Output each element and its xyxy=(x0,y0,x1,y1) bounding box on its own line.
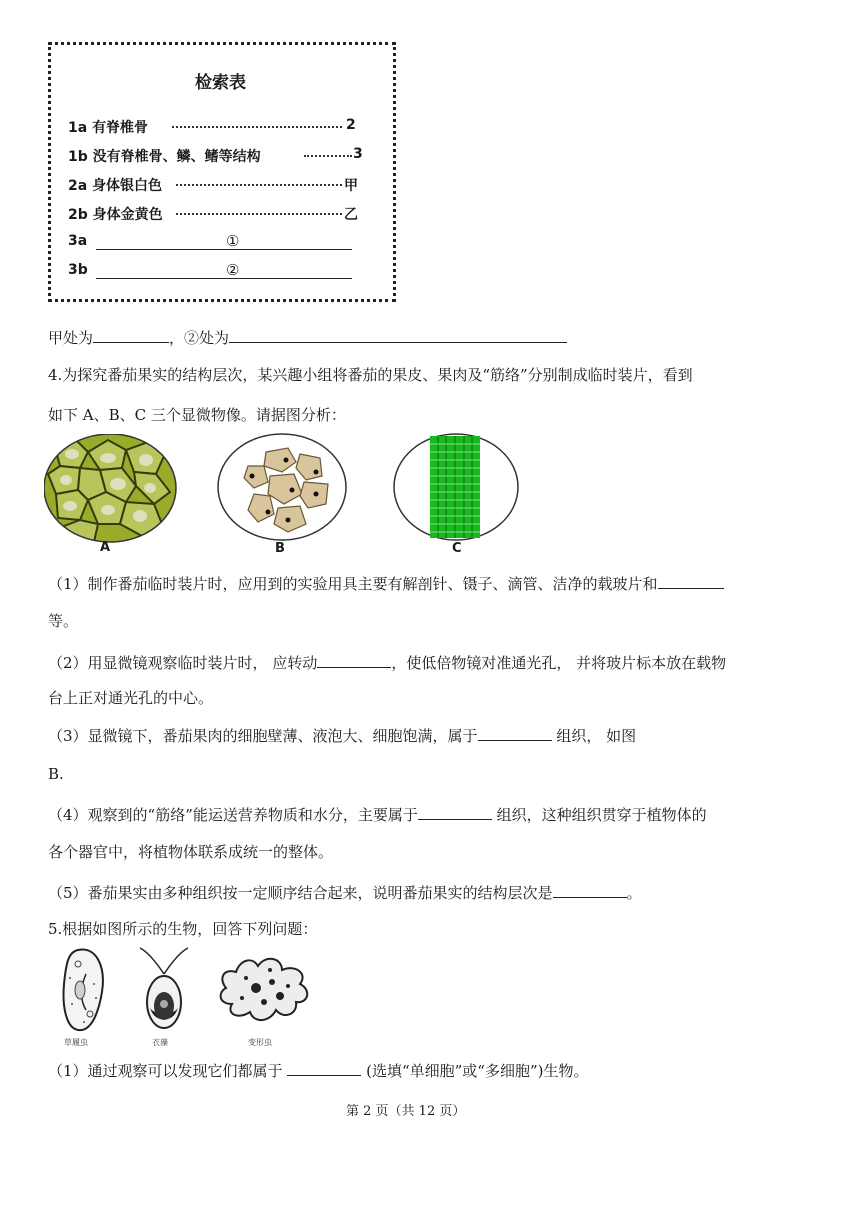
q4-s3-line1 xyxy=(48,724,636,747)
key-row-1a-end: 2 xyxy=(346,117,356,133)
q4-s2-line2: 台上正对通光孔的中心。 xyxy=(48,689,214,707)
q4-s2-text-pre: （2）用显微镜观察临时装片时， 应转动 xyxy=(48,654,318,672)
q4-s2-text-post: ，使低倍物镜对准通光孔， 并将玻片标本放在载物 xyxy=(391,654,727,672)
key-row-1a: 1a 有脊椎骨 xyxy=(68,120,149,136)
chlamydomonas-illustration xyxy=(134,944,194,1036)
micrograph-b-label: B xyxy=(275,541,285,556)
key-row-3b-mark: ② xyxy=(226,261,240,279)
q4-intro-line2: 如下 A、B、C 三个显微物像。请据图分析： xyxy=(48,406,346,424)
q4-s4-blank[interactable] xyxy=(418,803,492,820)
q4-s1-line1 xyxy=(48,572,724,595)
amoeba-illustration xyxy=(212,948,316,1032)
answer-label-2: ，②处为 xyxy=(169,329,230,347)
q4-s4-text-pre: （4）观察到的“筋络”能运送营养物质和水分，主要属于 xyxy=(48,806,418,824)
blank-jia[interactable] xyxy=(93,326,169,343)
q4-s4-text-post: 组织，这种组织贯穿于植物体的 xyxy=(491,806,707,824)
key-row-2b-end: 乙 xyxy=(344,207,358,223)
answer-label-jia: 甲处为 xyxy=(48,329,94,347)
q4-s5-text-pre: （5）番茄果实由多种组织按一定顺序结合起来，说明番茄果实的结构层次是 xyxy=(48,884,553,902)
key-row-3b-line xyxy=(96,278,352,279)
key-row-3a-line xyxy=(96,249,352,250)
q4-s3-text-pre: （3）显微镜下，番茄果肉的细胞壁薄、液泡大、细胞饱满，属于 xyxy=(48,727,478,745)
leader-dots xyxy=(176,213,342,215)
q4-s2-line1 xyxy=(48,651,726,674)
q4-s1-line2: 等。 xyxy=(48,612,79,630)
leader-dots xyxy=(176,184,342,186)
paramecium-label: 草履虫 xyxy=(64,1038,88,1047)
amoeba-label: 变形虫 xyxy=(248,1038,272,1047)
q4-s5-blank[interactable] xyxy=(553,881,627,898)
micrograph-c xyxy=(392,432,522,542)
q4-s3-blank[interactable] xyxy=(478,724,552,741)
answer-line xyxy=(48,326,567,349)
q5-s1-text-pre: （1）通过观察可以发现它们都属于 xyxy=(48,1062,288,1080)
paramecium-illustration xyxy=(56,944,114,1036)
page-footer: 第 2 页（共 12 页） xyxy=(346,1104,466,1119)
q5-s1-line xyxy=(48,1059,588,1082)
chlamydomonas-label: 衣藻 xyxy=(152,1038,168,1047)
key-row-2b: 2b 身体金黄色 xyxy=(68,207,163,223)
micrograph-b xyxy=(216,432,348,542)
q4-s3-text-post: 组织， 如图 xyxy=(551,727,637,745)
key-row-3a-mark: ① xyxy=(226,232,240,250)
micrograph-a-label: A xyxy=(100,540,111,555)
q5-s1-text-post: (选填“单细胞”或“多细胞”)生物。 xyxy=(361,1062,589,1080)
q5-s1-blank[interactable] xyxy=(287,1059,361,1076)
key-row-1b-end: 3 xyxy=(353,146,363,162)
q4-s4-line2: 各个器官中，将植物体联系成统一的整体。 xyxy=(48,843,334,861)
q4-intro-line1: 4.为探究番茄果实的结构层次，某兴趣小组将番茄的果皮、果肉及“筋络”分别制成临时装片，看到 xyxy=(48,366,693,384)
q4-s2-blank[interactable] xyxy=(317,651,391,668)
micrograph-c-label: C xyxy=(452,541,462,556)
q4-s5-text-post: 。 xyxy=(626,884,642,902)
key-table-title: 检索表 xyxy=(195,73,246,93)
key-row-2a-end: 甲 xyxy=(344,178,358,194)
leader-dots xyxy=(304,155,352,157)
q4-s1-text: （1）制作番茄临时装片时，应用到的实验用具主要有解剖针、镊子、滴管、洁净的载玻片和 xyxy=(48,575,658,593)
key-row-2a: 2a 身体银白色 xyxy=(68,178,163,194)
key-row-3b: 3b xyxy=(68,262,88,278)
blank-circle-2[interactable] xyxy=(229,326,567,343)
q4-s4-line1 xyxy=(48,803,707,826)
q5-intro: 5.根据如图所示的生物，回答下列问题： xyxy=(48,920,318,938)
key-row-1b: 1b 没有脊椎骨、鳞、鳍等结构 xyxy=(68,149,261,165)
leader-dots xyxy=(172,126,342,128)
q4-s3-line2: B. xyxy=(48,765,64,783)
key-row-3a: 3a xyxy=(68,233,88,249)
q4-s5-line xyxy=(48,881,642,904)
micrograph-a xyxy=(44,434,184,562)
q4-s1-blank[interactable] xyxy=(658,572,724,589)
